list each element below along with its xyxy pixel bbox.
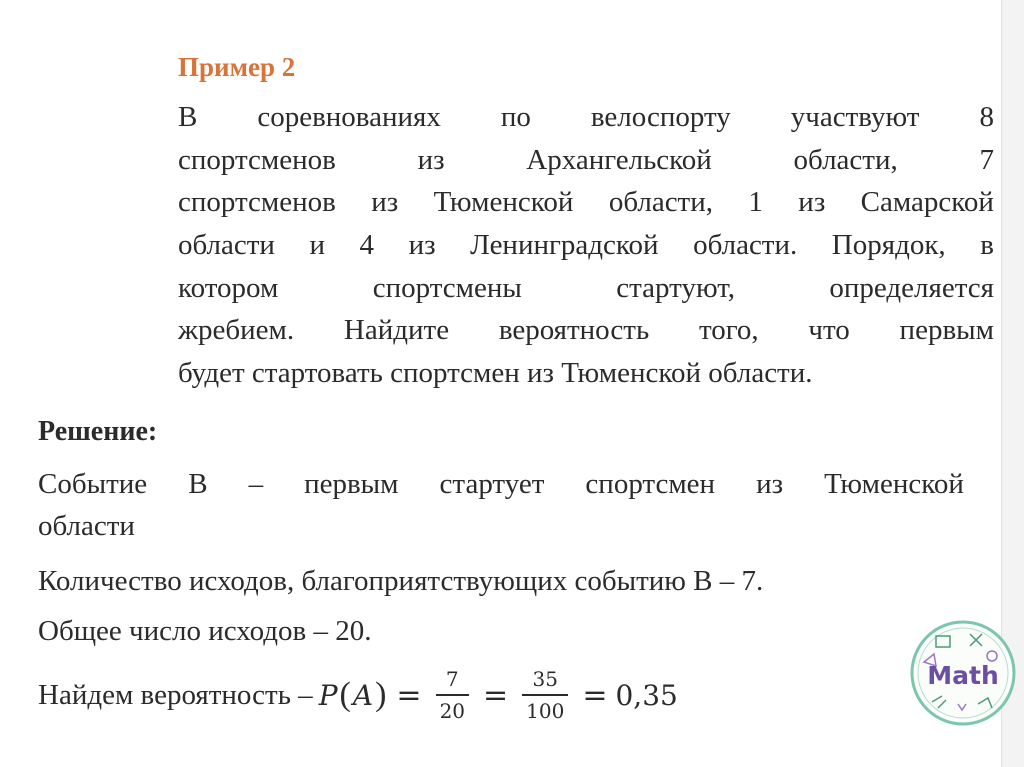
- problem-word: 7: [979, 143, 994, 176]
- formula-equals-2: =: [483, 677, 509, 713]
- problem-word: Ленинградской: [470, 229, 659, 262]
- event-word: стартует: [439, 468, 545, 500]
- problem-word: спортсменов: [178, 186, 336, 219]
- problem-word: по: [500, 101, 531, 133]
- problem-line: [178, 352, 994, 395]
- problem-word: Самарской: [860, 186, 994, 219]
- formula-result: 0,35: [615, 678, 678, 712]
- problem-word: области: [178, 229, 275, 262]
- problem-word: первым: [899, 314, 994, 347]
- problem-word: Порядок,: [831, 229, 946, 262]
- problem-text: [178, 96, 994, 395]
- fraction-1: [436, 667, 469, 723]
- problem-word: и: [309, 229, 326, 262]
- problem-word: области,: [793, 143, 898, 176]
- event-line-1: [38, 468, 964, 501]
- fraction-2-numerator: 35: [532, 667, 558, 691]
- problem-word: 8: [979, 101, 994, 133]
- formula-lparen: (: [339, 676, 351, 713]
- problem-word: Найдите: [343, 314, 450, 347]
- problem-word: будет стартовать спортсмен из Тюменской области.: [178, 357, 813, 390]
- math-logo-icon: [908, 618, 1018, 728]
- problem-line: [178, 139, 994, 182]
- event-word: Тюменской: [824, 468, 964, 500]
- problem-word: стартуют,: [616, 271, 735, 304]
- problem-word: из: [371, 186, 399, 219]
- event-word: –: [248, 468, 264, 500]
- event-word: из: [756, 468, 784, 500]
- event-word: первым: [304, 468, 399, 500]
- problem-word: из: [408, 229, 436, 262]
- problem-word: из: [417, 143, 445, 176]
- probability-formula: [38, 660, 678, 730]
- fraction-1-denominator: 20: [439, 699, 466, 723]
- problem-word: области.: [693, 229, 798, 262]
- event-line-2: области: [38, 510, 135, 542]
- problem-line: [178, 267, 994, 310]
- example-title: Пример 2: [178, 52, 296, 82]
- total-outcomes-line: Общее число исходов – 20.: [38, 615, 372, 647]
- fraction-2: [522, 667, 568, 723]
- solution-heading: Решение:: [38, 416, 158, 447]
- problem-word: вероятность: [498, 314, 650, 347]
- favorable-outcomes-line: Количество исходов, благоприятствующих событию В – 7.: [38, 565, 764, 597]
- event-word: В: [188, 468, 208, 500]
- problem-word: спортсменов: [178, 143, 336, 176]
- fraction-1-numerator: 7: [445, 667, 459, 691]
- fraction-2-denominator: 100: [526, 699, 565, 723]
- formula-equals-3: =: [582, 677, 608, 713]
- problem-word: что: [808, 314, 850, 347]
- problem-line: [178, 96, 994, 139]
- formula-rparen: ): [375, 676, 387, 713]
- problem-line: [178, 224, 994, 267]
- problem-word: из: [798, 186, 826, 219]
- problem-word: 4: [359, 229, 375, 262]
- problem-line: [178, 309, 994, 352]
- problem-word: спортсмены: [372, 271, 522, 304]
- formula-p: P: [318, 678, 338, 712]
- problem-word: соревнованиях: [257, 101, 441, 133]
- problem-word: в: [980, 229, 994, 262]
- formula-prefix: Найдем вероятность –: [38, 678, 313, 711]
- problem-word: жребием.: [178, 314, 295, 347]
- problem-word: Архангельской: [526, 143, 712, 176]
- problem-word: определяется: [829, 271, 994, 304]
- event-word: спортсмен: [585, 468, 716, 500]
- problem-word: 1: [748, 186, 763, 219]
- formula-a: A: [352, 678, 374, 712]
- problem-word: Тюменской: [433, 186, 574, 219]
- formula-equals-1: =: [396, 677, 422, 713]
- problem-word: участвуют: [790, 101, 920, 133]
- problem-word: того,: [698, 314, 759, 347]
- problem-word: велоспорту: [590, 101, 731, 133]
- event-word: Событие: [38, 468, 148, 500]
- problem-line: [178, 181, 994, 224]
- problem-word: В: [178, 101, 198, 133]
- problem-word: котором: [178, 271, 279, 304]
- math-logo-text: Math: [927, 661, 999, 690]
- problem-word: области,: [608, 186, 714, 219]
